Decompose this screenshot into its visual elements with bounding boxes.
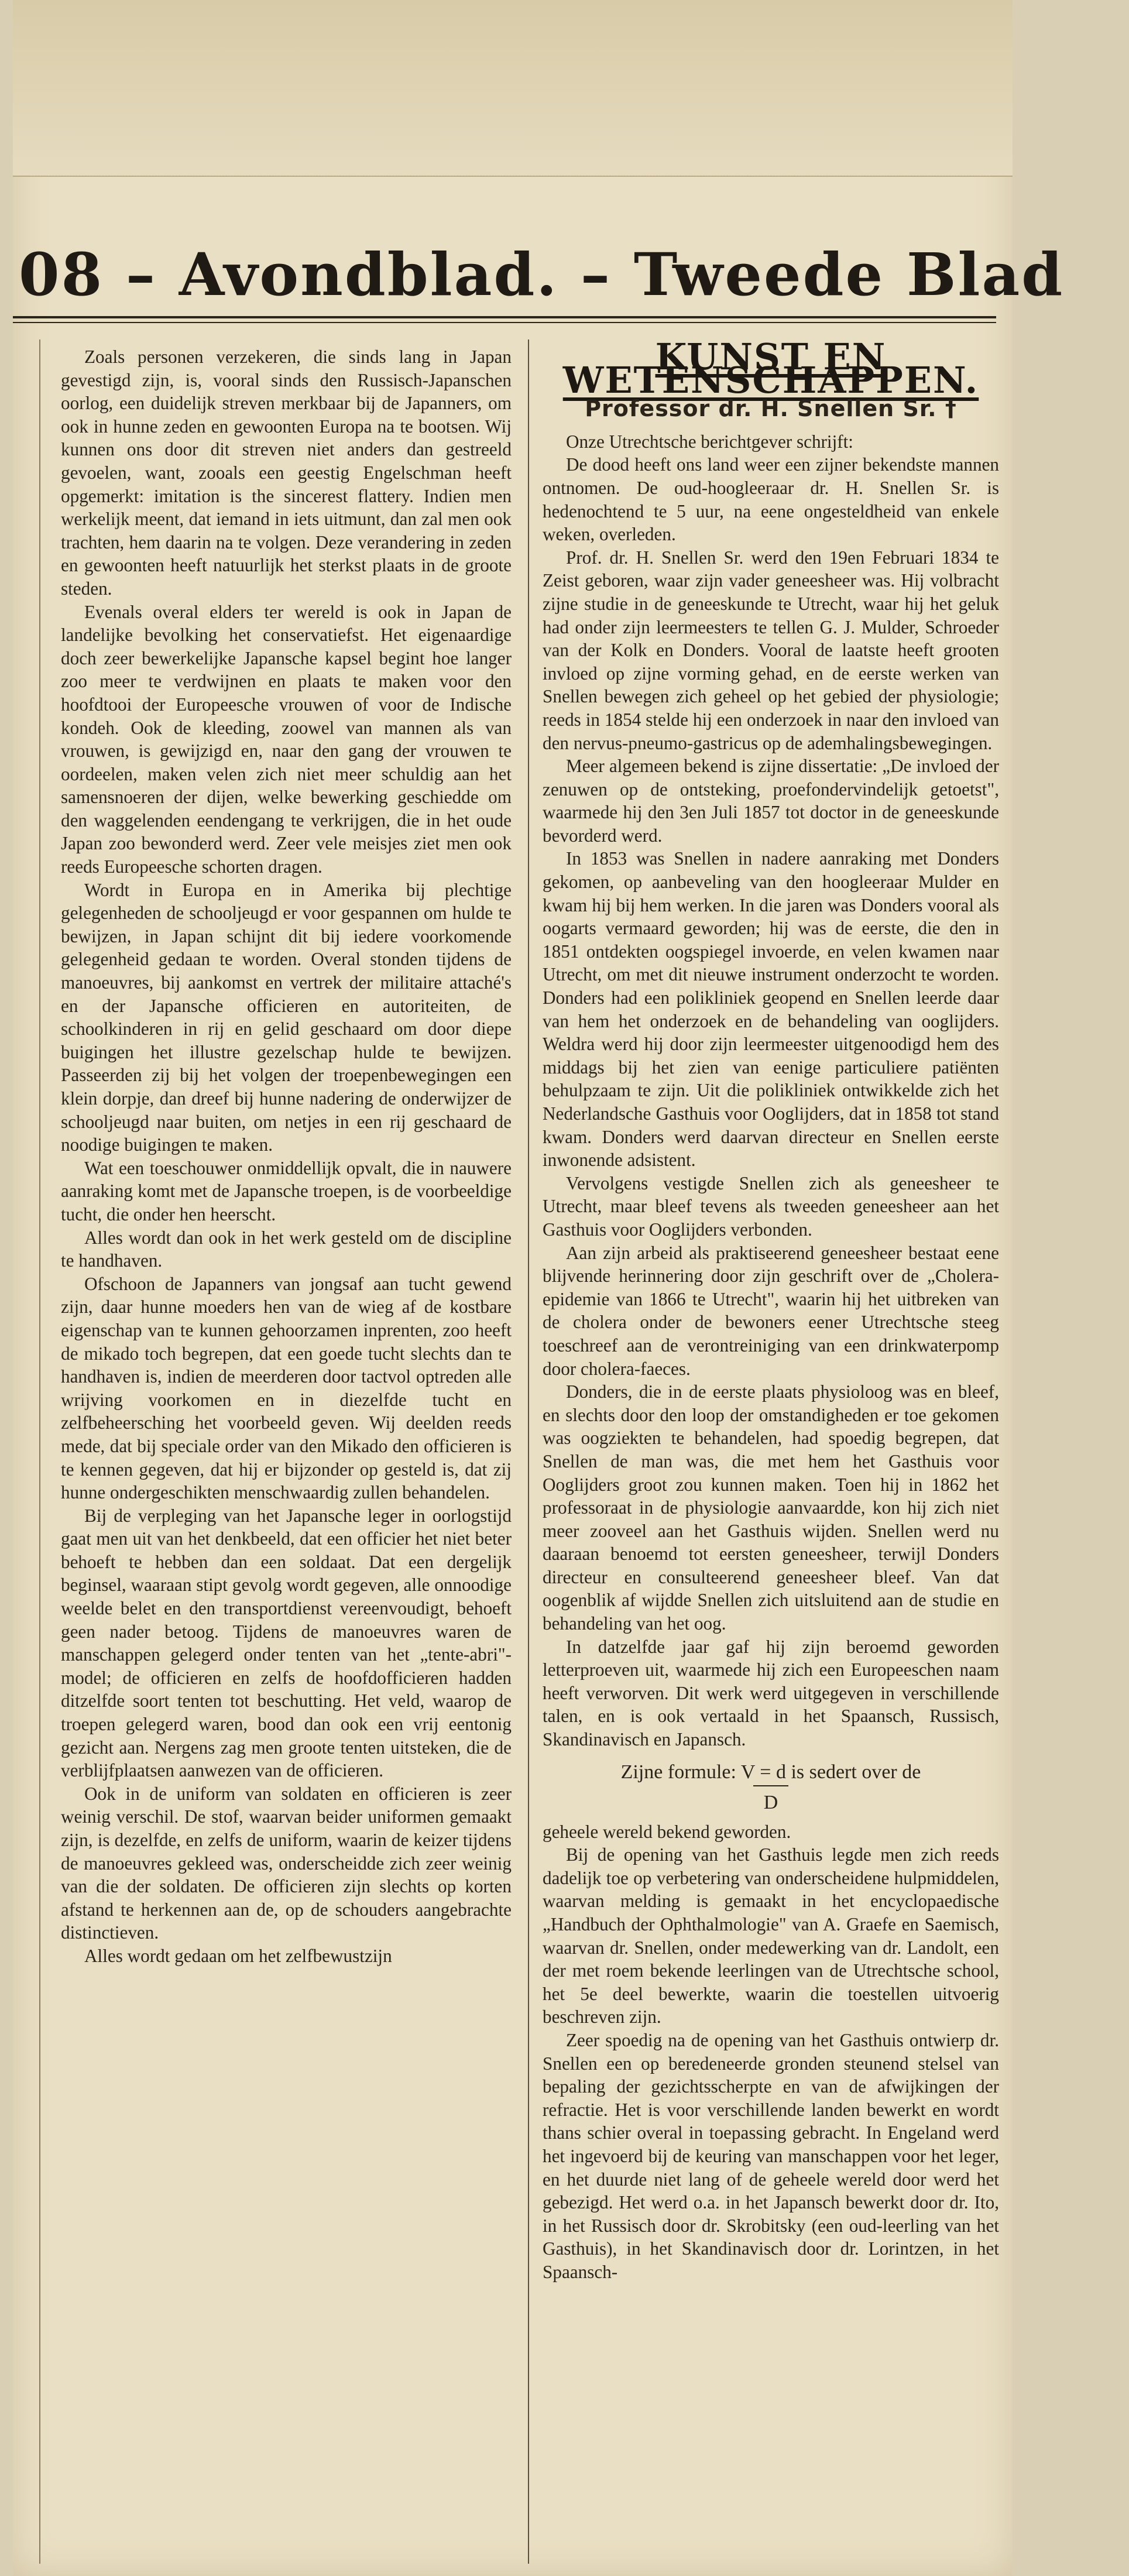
- paragraph: Zeer spoedig na de opening van het Gasthuis ontwierp dr. Snellen een op beredeneerde gronden steunend stelsel van bepaling der gezichtsscherpte en van de afwijkingen der refractie. Het is voor verschillende landen bewerkt en wordt thans schier overal in toepassing gebracht. In Engeland werd het ingevoerd bij de keuring van manschappen voor het leger, en het duurde niet lang of de geheele wereld door werd het gebezigd. Het werd o.a. in het Japansch bewerkt door dr. Ito, in het Russisch door dr. Skrobitsky (een oud-leerling van het Gasthuis), in het Skandinavisch door dr. Lorintzen, in het Spaansch-: [543, 2029, 999, 2282]
- paragraph: Aan zijn arbeid als praktiseerend geneesheer bestaat eene blijvende herinnering door zijn geschrift over de „Cholera-epidemie van 1866 te Utrecht", waarin hij het uitbreken van de cholera onder de bewoners eener Utrechtsche steeg toeschreef aan de verontreiniging van een drinkwaterpomp door cholera-faeces.: [543, 1242, 999, 1379]
- paragraph: Ook in de uniform van soldaten en officieren is zeer weinig verschil. De stof, waarvan beider uniformen gemaakt zijn, is dezelfde, en zelfs de uniform, waarin de keizer tijdens de manoeuvres gekleed was, onderscheidde zich zeer weinig van die der soldaten. De officieren zijn slechts op korten afstand te herkennen aan de, op de schouders aangebrachte distinctieven.: [61, 1783, 512, 1943]
- formula-block: [543, 1759, 999, 1816]
- paragraph: Wat een toeschouwer onmiddellijk opvalt, die in nauwere aanraking komt met de Japansche troepen, is de voorbeeldige tucht, die onder hen heerscht.: [61, 1157, 512, 1224]
- masthead: [13, 228, 1065, 322]
- paragraph: Bij de opening van het Gasthuis legde men zich reeds dadelijk toe op verbetering van onderscheidene hulpmiddelen, waarvan melding is gemaakt in het encyclopaedische „Handbuch der Ophthalmologie" van A. Graefe en Saemisch, waarvan dr. Snellen, onder medewerking van dr. Landolt, een der met roem bekende leerlingen van de Utrechtsche school, het 5e deel bewerkte, waarin die toestellen uitvoerig beschreven zijn.: [543, 1844, 999, 2028]
- left-column-article: [61, 345, 512, 1968]
- paragraph: Wordt in Europa en in Amerika bij plechtige gelegenheden de schooljeugd er voor gespannen om hulde te bewijzen, in Japan schijnt dit bij iedere voorkomende gelegenheid gedaan te worden. Overal stonden tijdens de manoeuvres, bij aankomst en vertrek der militaire attaché's en der Japansche officieren en autoriteiten, de schoolkinderen in rij en gelid geschaard om door diepe buigingen het illustre gezelschap hulde te bewijzen. Passeerden zij bij het volgen der troepenbewegingen een klein dorpje, dan dreef bij hunne nadering de onderwijzer de schooljeugd naar buiten, om netjes in een rij geschaard de noodige buigingen te maken.: [61, 879, 512, 1155]
- paragraph: In datzelfde jaar gaf hij zijn beroemd geworden letterproeven uit, waarmede hij zich een Europeeschen naam heeft verworven. Dit werk werd uitgegeven in verschillende talen, en is ook vertaald in het Spaansch, Russisch, Skandinavisch en Japansch.: [543, 1636, 999, 1750]
- paragraph: Meer algemeen bekend is zijne dissertatie: „De invloed der zenuwen op de ontsteking, proefondervindelijk getoetst", waarmede hij den 3en Juli 1857 tot doctor in de geneeskunde bevorderd werd.: [543, 756, 999, 846]
- paragraph: De dood heeft ons land weer een zijner bekendste mannen ontnomen. De oud-hoogleeraar dr. H. Snellen Sr. is hedenochtend te 5 uur, na eene ongesteldheid van enkele weken, overleden.: [543, 454, 999, 545]
- paragraph: Prof. dr. H. Snellen Sr. werd den 19en Februari 1834 te Zeist geboren, waar zijn vader geneesheer was. Hij volbracht zijne studie in de geneeskunde te Utrecht, waar hij het geluk had onder zijn leermeesters te tellen G. J. Mulder, Schroeder van der Kolk en Donders. Vooral de laatste heeft grooten invloed op zijne vorming gehad, en de eerste werken van Snellen bewegen zich geheel op het gebied der physiologie; reeds in 1854 stelde hij een onderzoek in naar den invloed van den nervus-pneumo-gastricus op de ademhalingsbewegingen.: [543, 547, 999, 753]
- paragraph: Alles wordt dan ook in het werk gesteld om de discipline te handhaven.: [61, 1227, 512, 1271]
- paragraph: Onze Utrechtsche berichtgever schrijft:: [566, 431, 853, 452]
- column-divider: [528, 339, 529, 2564]
- paragraph: Vervolgens vestigde Snellen zich als geneesheer te Utrecht, maar bleef tevens als tweeden geneesheer aan het Gasthuis voor Ooglijders verbonden.: [543, 1172, 999, 1240]
- paragraph: Alles wordt gedaan om het zelfbewustzijn: [84, 1945, 392, 1966]
- paragraph: Evenals overal elders ter wereld is ook in Japan de landelijke bevolking het conservatiefst. Het eigenaardige doch zeer bewerkelijke Japansche kapsel begint hoe langer zoo meer te verdwijnen en plaats te maken voor den hoofdtooi der Europeesche vrouwen of voor de Indische kondeh. Ook de kleeding, zoowel van mannen als van vrouwen, is gewijzigd en, naar den gang der vrouwen te oordeelen, maken velen zich niet meer schuldig aan het samensnoeren der dijen, welke bewerking geschiedde om den waggelenden eendengang te verkrijgen, die in het oude Japan zoo bewonderd werd. Zeer vele meisjes ziet men ook reeds Europeesche schorten dragen.: [61, 601, 512, 877]
- formula-denominator: D: [763, 1791, 778, 1813]
- newspaper-page: [13, 0, 1065, 2576]
- formula-line: Zijne formule: V = d is sedert over de: [620, 1761, 921, 1783]
- blank-top-margin: [13, 0, 1013, 177]
- paragraph: Bij de verpleging van het Japansche leger in oorlogstijd gaat men uit van het denkbeeld, dat een officier het niet beter behoeft te hebben dan een soldaat. Dat een dergelijk beginsel, waaraan stipt gevolg wordt gegeven, alle onnoodige weelde belet en den transportdienst vereenvoudigt, behoeft geen nader betoog. Tijdens de manoeuvres waren de manschappen gelegerd onder tenten van het „tente-abri"-model; de officieren en zelfs de hoofdofficieren hadden ditzelfde soort tenten tot beschutting. Het veld, waarop de troepen gelegerd waren, bood dan ook een vrij eentonig gezicht aan. Nergens zag men groote tenten uitsteken, die de verblijfplaatsen aanwezen van de officieren.: [61, 1505, 512, 1781]
- right-column-article: [543, 335, 999, 2284]
- section-title: KUNST EN WETENSCHAPPEN.: [562, 335, 979, 402]
- fraction-bar: [753, 1785, 788, 1786]
- masthead-title: 08 – Avondblad. – Tweede Blad: [19, 240, 1065, 309]
- left-edge-rule: [39, 339, 40, 2564]
- paragraph: Zoals personen verzekeren, die sinds lang in Japan gevestigd zijn, is, vooral sinds den Russisch-Japanschen oorlog, een duidelijk streven merkbaar bij de Japanners, om ook in hunne zeden en gewoonten Europa na te bootsen. Wij kunnen ons door dit streven niet anders dan gestreeld gevoelen, want, zooals een geestig Engelschman heeft opgemerkt: imitation is the sincerest flattery. Indien men werkelijk meent, dat iemand in iets uitmunt, dan zal men ook trachten, hem daarin na te volgen. Deze verandering in zeden en gewoonten heeft natuurlijk het sterkst plaats in de groote steden.: [61, 347, 512, 599]
- masthead-rule: [13, 316, 996, 323]
- paragraph: In 1853 was Snellen in nadere aanraking met Donders gekomen, op aanbeveling van den hoogleeraar Mulder en kwam hij bij hem werken. In die jaren was Donders vooral als oogarts vermaard geworden; hij was de eerste, die den in 1851 ontdekten oogspiegel invoerde, en velen kwamen naar Utrecht, om met dit nieuwe instrument onderzocht te worden. Donders had een polikliniek geopend en Snellen leerde daar van hem het onderzoek en de behandeling van ooglijders. Weldra werd hij door zijn leermeester uitgenoodigd hem des middags bij het zien van eenige particuliere patiënten behulpzaam te zijn. Uit die polikliniek ontwikkelde zich het Nederlandsche Gasthuis voor Ooglijders, dat in 1858 tot stand kwam. Donders werd daarvan directeur en Snellen eerste inwonende adsistent.: [543, 848, 999, 1171]
- paragraph: geheele wereld bekend geworden.: [543, 1821, 791, 1842]
- paragraph: Donders, die in de eerste plaats physioloog was en bleef, en slechts door den loop der omstandigheden er toe gekomen was oogziekten te behandelen, had spoedig begrepen, dat Snellen de man was, die met hem het Gasthuis voor Ooglijders groot zou kunnen maken. Toen hij in 1862 het professoraat in de physiologie aanvaardde, kon hij zich niet meer zooveel aan het Gasthuis wijden. Snellen werd nu daaraan benoemd tot eersten geneesheer, terwijl Donders directeur en consulteerend geneesheer bleef. Van dat oogenblik af wijdde Snellen zich uitsluitend aan de studie en behandeling van het oog.: [543, 1381, 999, 1634]
- paragraph: Ofschoon de Japanners van jongsaf aan tucht gewend zijn, daar hunne moeders hen van de wieg af de kostbare eigenschap van te kunnen gehoorzamen inprenten, zoo heeft de mikado toch begrepen, dat een goede tucht slechts dan te handhaven is, indien de meerderen door tactvol optreden alle wrijving voorkomen en in diezelfde tucht en zelfbeheersching het voorbeeld geven. Wij deelden reeds mede, dat bij speciale order van den Mikado den officieren is te kennen gegeven, dat hij er bijzonder op gesteld is, dat zij hunne ondergeschikten menschwaardig zullen behandelen.: [61, 1273, 512, 1503]
- article-subtitle: Professor dr. H. Snellen Sr. †: [585, 396, 957, 422]
